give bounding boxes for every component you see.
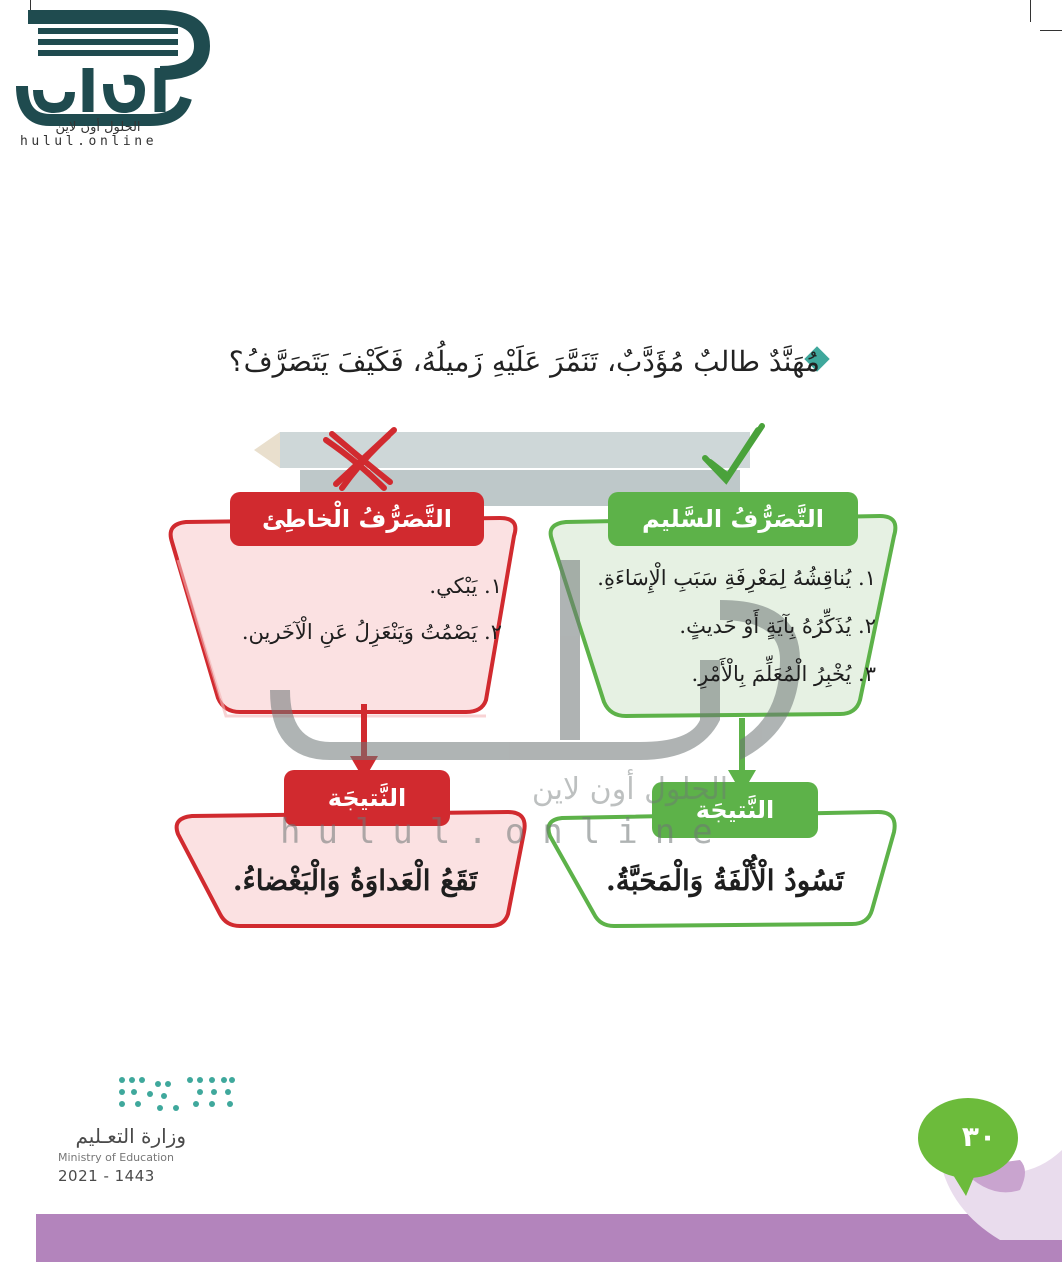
watermark-arabic-text: الحلول أون لاين	[531, 772, 729, 807]
wrong-action-header: التَّصَرُّفُ الْخاطِئ	[230, 492, 484, 546]
correct-result-text: تَسُودُ الْأُلْفَةُ وَالْمَحَبَّةُ.	[606, 864, 844, 897]
logo-latin-text: hulul.online	[20, 134, 158, 149]
correct-result-header: النَّتيجَة	[652, 782, 818, 838]
wrong-item-2: ٢. يَصْمُتُ وَيَنْعَزِلُ عَنِ الْآخَرين.	[241, 620, 502, 644]
logo-arabic-text: الحلول أون لاين	[55, 120, 141, 135]
page-number: ٣٠	[961, 1120, 997, 1153]
question-text: مُهَنَّدٌ طالبٌ مُؤَدَّبٌ، تَنَمَّرَ عَلَيْهِ زَميلُهُ، فَكَيْفَ يَتَصَرَّفُ؟	[228, 345, 820, 378]
footer-band	[36, 1214, 1062, 1262]
ministry-logo-dots	[119, 1077, 235, 1111]
correct-item-2: ٢. يُذَكِّرُهُ بِآيَةٍ أَوْ حَديثٍ.	[679, 614, 876, 638]
ministry-arabic-name: وزارة التعـليم	[75, 1124, 186, 1148]
wrong-item-1: ١. يَبْكي.	[429, 574, 502, 598]
wrong-result-header: النَّتيجَة	[284, 770, 450, 826]
correct-action-header: التَّصَرُّفُ السَّليم	[608, 492, 858, 546]
correct-item-3: ٣. يُخْبِرُ الْمُعَلِّمَ بِالْأَمْرِ.	[691, 662, 876, 686]
correct-item-1: ١. يُناقِشُهُ لِمَعْرِفَةِ سَبَبِ الْإِسَاءَةِ.	[597, 566, 876, 590]
ministry-english-name: Ministry of Education	[58, 1151, 175, 1164]
wrong-result-text: تَقَعُ الْعَداوَةُ وَالْبَغْضاءُ.	[232, 864, 478, 897]
ministry-year: 2021 - 1443	[58, 1167, 155, 1185]
watermark-latin-text: hulul.online	[280, 812, 730, 852]
